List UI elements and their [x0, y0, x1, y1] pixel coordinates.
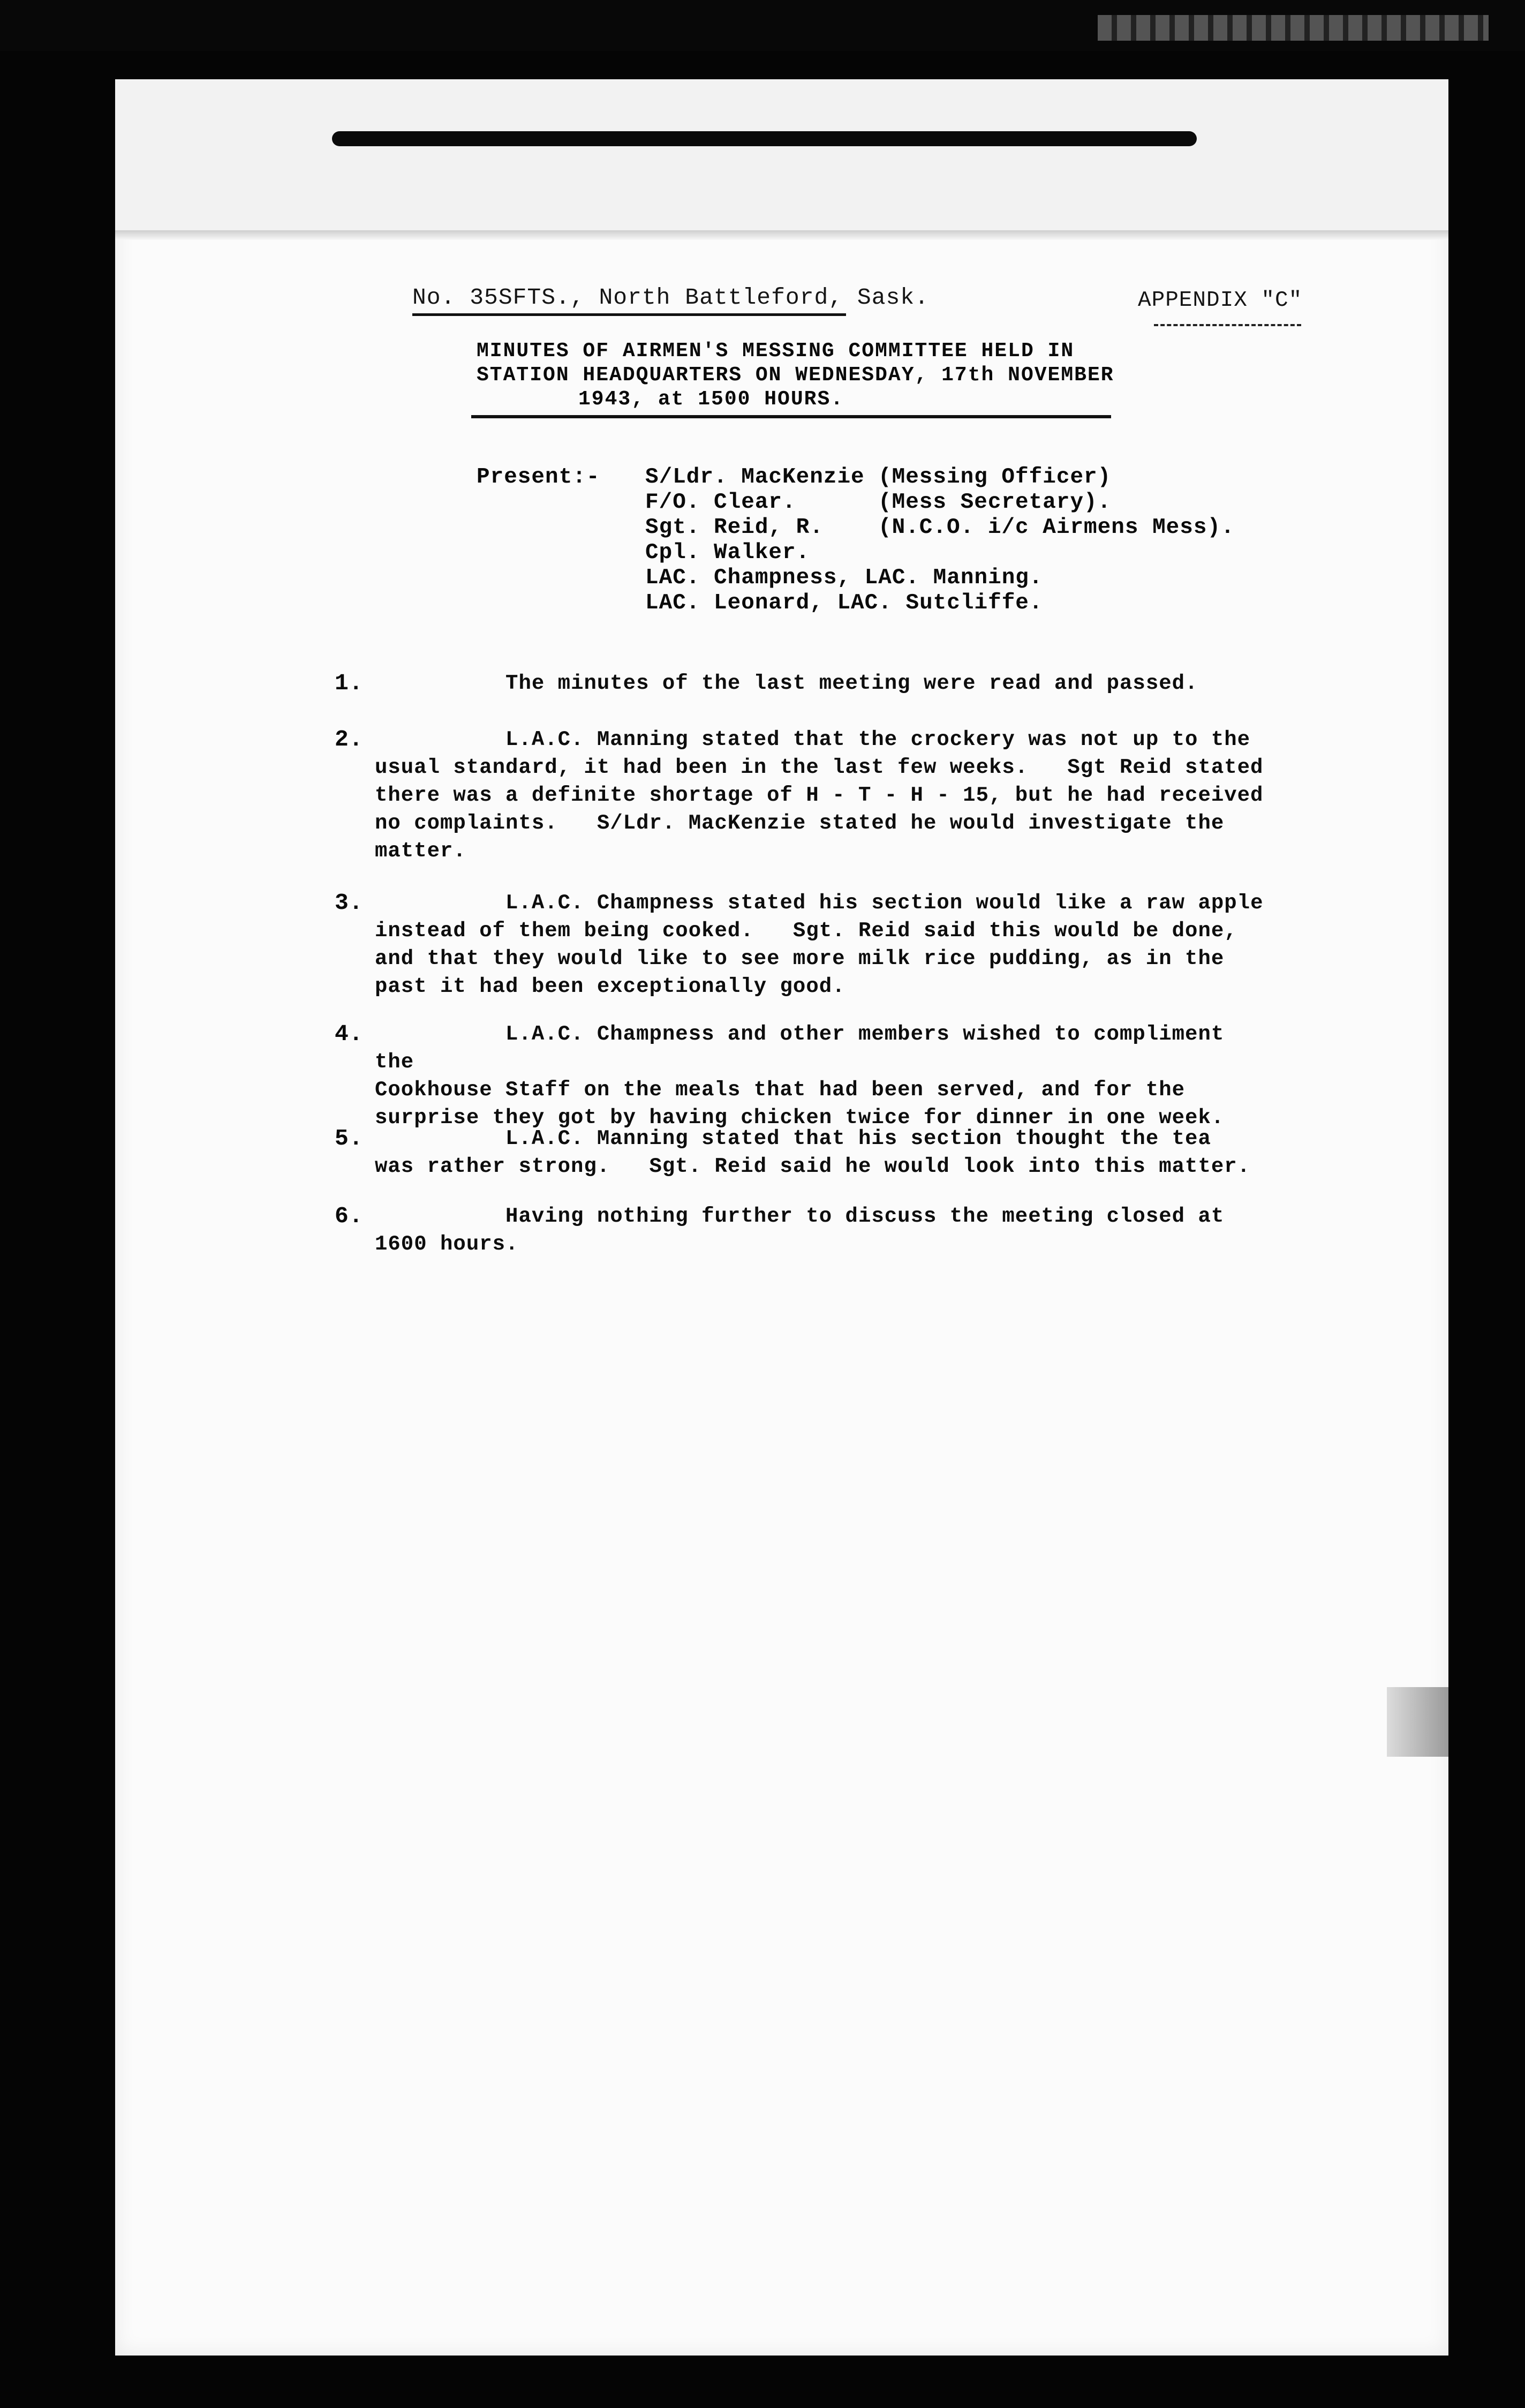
appendix-underline: [1154, 324, 1301, 326]
present-name: LAC. Champness, LAC. Manning.: [645, 566, 1043, 590]
present-name: Cpl. Walker.: [645, 540, 810, 565]
item-number: 1.: [335, 670, 364, 696]
title-underline: [471, 415, 1111, 418]
present-label: Present:-: [477, 465, 600, 490]
item-text: L.A.C. Manning stated that his section thought the tea was rather strong. Sgt. Reid said he would look into this matter.: [375, 1127, 1251, 1178]
appendix-label: APPENDIX "C": [1138, 288, 1303, 313]
present-role: (Messing Officer): [878, 465, 1112, 490]
item-number: 6.: [335, 1203, 364, 1229]
present-name: F/O. Clear.: [645, 490, 796, 515]
present-name: LAC. Leonard, LAC. Sutcliffe.: [645, 591, 1043, 615]
title-line-3: 1943, at 1500 HOURS.: [578, 388, 844, 411]
item-text: L.A.C. Champness and other members wished to compliment the Cookhouse Staff on the meals that had been served, and for the surprise they got by having chicken twice for dinner in one week.: [375, 1022, 1225, 1130]
station-header: No. 35SFTS., North Battleford, Sask.: [412, 284, 929, 311]
item-text: Having nothing further to discuss the meeting closed at 1600 hours.: [375, 1205, 1225, 1256]
present-role: (N.C.O. i/c Airmens Mess).: [878, 515, 1235, 540]
station-underline: [412, 313, 846, 316]
present-role: (Mess Secretary).: [878, 490, 1112, 515]
item-number: 3.: [335, 890, 364, 916]
present-name: Sgt. Reid, R.: [645, 515, 824, 540]
item-number: 2.: [335, 726, 364, 752]
item-number: 4.: [335, 1021, 364, 1047]
title-line-1: MINUTES OF AIRMEN'S MESSING COMMITTEE HELD IN: [477, 340, 1075, 363]
present-name: S/Ldr. MacKenzie: [645, 465, 865, 490]
item-text: L.A.C. Manning stated that the crockery was not up to the usual standard, it had been in the last few weeks. Sgt Reid stated there was a definite shortage of H - T - H - 15, but he had received no complaints. S/Ldr. MacKenzie stated he would investigate the matter.: [375, 728, 1264, 863]
item-text: L.A.C. Champness stated his section would like a raw apple instead of them being cooked. Sgt. Reid said this would be done, and that they would like to see more milk rice pudding, as in the past it had been exceptionally good.: [375, 891, 1264, 998]
title-line-2: STATION HEADQUARTERS ON WEDNESDAY, 17th NOVEMBER: [477, 364, 1114, 387]
item-text: The minutes of the last meeting were read and passed.: [375, 672, 1198, 695]
item-number: 5.: [335, 1125, 364, 1152]
